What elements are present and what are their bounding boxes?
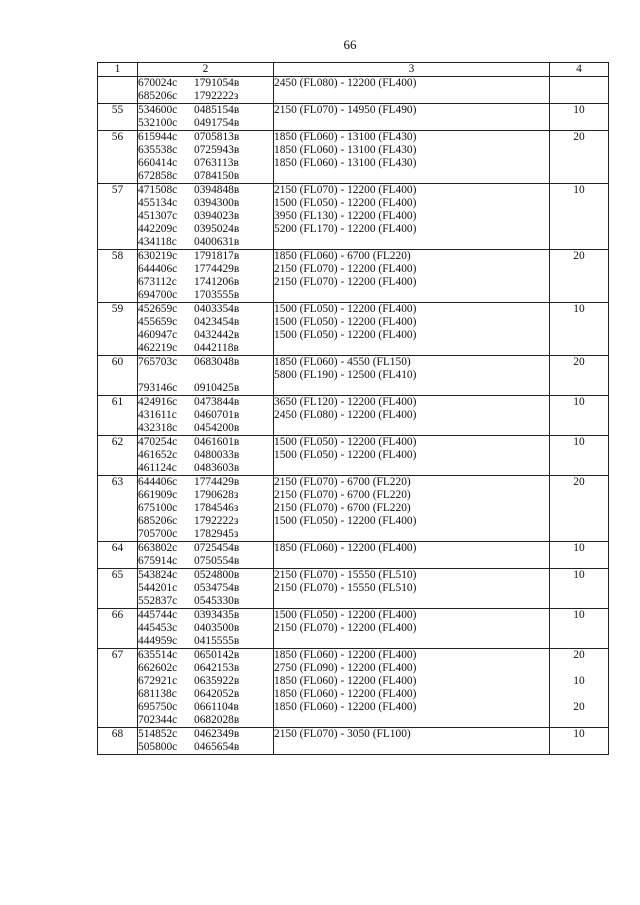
row-number	[98, 77, 138, 104]
separation-value: 10	[573, 396, 585, 408]
latitude: 705700с	[138, 528, 178, 540]
coordinates-cell	[138, 649, 274, 728]
row-number: 56	[98, 131, 138, 184]
coordinates-cell	[138, 356, 274, 396]
latitude: 630219с	[138, 250, 178, 262]
level-range: 2150 (FL070) - 12200 (FL400)	[274, 276, 417, 288]
separation-cell	[550, 649, 609, 728]
separation-cell	[550, 250, 609, 303]
separation-value: 20	[573, 131, 585, 143]
separation-value: 20	[573, 649, 585, 661]
table-row	[98, 569, 609, 609]
coordinate-pair	[138, 356, 273, 369]
level-range: 2150 (FL070) - 15550 (FL510)	[274, 569, 417, 581]
row-number: 61	[98, 396, 138, 436]
longitude: 0705813в	[194, 131, 240, 143]
column-header: 4	[550, 63, 609, 77]
level-range: 2450 (FL080) - 12200 (FL400)	[274, 77, 417, 89]
levels-cell	[274, 303, 550, 356]
levels-cell	[274, 77, 550, 104]
level-range: 1850 (FL060) - 13100 (FL430)	[274, 157, 417, 169]
longitude: 0442118в	[194, 342, 239, 354]
latitude: 673112с	[138, 276, 177, 288]
longitude: 0394848в	[194, 184, 240, 196]
longitude: 0465654в	[194, 741, 240, 753]
table-body	[98, 77, 609, 755]
coordinate-pair	[138, 436, 273, 449]
longitude: 1774429в	[194, 263, 240, 275]
coordinate-pair	[138, 595, 273, 608]
coordinate-pair	[138, 422, 273, 435]
levels-cell	[274, 569, 550, 609]
coordinates-cell	[138, 184, 274, 250]
longitude: 0423454в	[194, 316, 240, 328]
latitude: 694700с	[138, 289, 178, 301]
longitude: 0763113в	[194, 157, 239, 169]
column-header: 2	[138, 63, 274, 77]
page-number: 66	[343, 37, 357, 52]
latitude: 460947с	[138, 329, 178, 341]
longitude: 1784546з	[194, 502, 239, 514]
level-range: 1500 (FL050) - 12200 (FL400)	[274, 316, 417, 328]
coordinate-pair	[138, 77, 273, 90]
coordinate-pair	[138, 329, 273, 342]
longitude: 0784150в	[194, 170, 240, 182]
row-number: 64	[98, 542, 138, 569]
coordinate-pair	[138, 714, 273, 727]
longitude: 0650142в	[194, 649, 240, 661]
latitude: 532100с	[138, 117, 178, 129]
level-range: 1850 (FL060) - 13100 (FL430)	[274, 144, 417, 156]
table-row	[98, 104, 609, 131]
coordinate-pair	[138, 542, 273, 555]
longitude: 0432442в	[194, 329, 240, 341]
longitude: 1774429в	[194, 476, 240, 488]
latitude: 455134с	[138, 197, 178, 209]
longitude: 0683048в	[194, 356, 240, 368]
level-range: 1500 (FL050) - 12200 (FL400)	[274, 515, 417, 527]
coordinate-pair	[138, 609, 273, 622]
table-row	[98, 356, 609, 396]
coordinates-cell	[138, 542, 274, 569]
row-number: 67	[98, 649, 138, 728]
level-range: 5800 (FL190) - 12500 (FL410)	[274, 369, 417, 381]
levels-cell	[274, 609, 550, 649]
level-range: 1850 (FL060) - 12200 (FL400)	[274, 649, 417, 661]
coordinate-pair	[138, 449, 273, 462]
levels-cell	[274, 396, 550, 436]
coordinates-cell	[138, 104, 274, 131]
coordinate-pair	[138, 382, 273, 395]
level-range: 2150 (FL070) - 12200 (FL400)	[274, 622, 417, 634]
row-number: 63	[98, 476, 138, 542]
separation-value: 10	[573, 184, 585, 196]
separation-value: 10	[573, 542, 585, 554]
longitude: 0725454в	[194, 542, 240, 554]
table-row	[98, 542, 609, 569]
coordinate-pair	[138, 688, 273, 701]
latitude: 765703с	[138, 356, 178, 368]
coordinate-pair	[138, 316, 273, 329]
coordinates-cell	[138, 476, 274, 542]
levels-cell	[274, 356, 550, 396]
table-row	[98, 396, 609, 436]
coordinate-pair	[138, 396, 273, 409]
latitude: 470254с	[138, 436, 178, 448]
coordinate-pair	[138, 210, 273, 223]
level-range: 3650 (FL120) - 12200 (FL400)	[274, 396, 417, 408]
latitude: 432318с	[138, 422, 178, 434]
coordinate-pair	[138, 289, 273, 302]
longitude: 0661104в	[194, 701, 239, 713]
separation-value	[550, 77, 608, 90]
separation-cell	[550, 104, 609, 131]
longitude: 0462349в	[194, 728, 240, 740]
levels-cell	[274, 436, 550, 476]
row-number: 62	[98, 436, 138, 476]
longitude: 0454200в	[194, 422, 240, 434]
level-range: 1850 (FL060) - 13100 (FL430)	[274, 131, 417, 143]
longitude: 0524800в	[194, 569, 240, 581]
separation-cell	[550, 184, 609, 250]
latitude: 514852с	[138, 728, 178, 740]
longitude: 0473844в	[194, 396, 240, 408]
latitude: 452659с	[138, 303, 178, 315]
latitude: 685206с	[138, 90, 178, 102]
latitude: 442209с	[138, 223, 178, 235]
airspace-table	[97, 62, 609, 755]
table-row	[98, 303, 609, 356]
latitude: 663802с	[138, 542, 178, 554]
longitude: 0400631в	[194, 236, 240, 248]
levels-cell	[274, 104, 550, 131]
latitude: 661909с	[138, 489, 178, 501]
latitude: 615944с	[138, 131, 178, 143]
longitude: 0910425в	[194, 382, 240, 394]
coordinate-pair	[138, 117, 273, 130]
level-range: 1500 (FL050) - 12200 (FL400)	[274, 303, 417, 315]
longitude: 1790628з	[194, 489, 239, 501]
latitude: 544201с	[138, 582, 178, 594]
row-number: 60	[98, 356, 138, 396]
longitude: 0642153в	[194, 662, 240, 674]
levels-cell	[274, 728, 550, 755]
longitude: 0394023в	[194, 210, 240, 222]
row-number: 58	[98, 250, 138, 303]
coordinates-cell	[138, 77, 274, 104]
table-row	[98, 649, 609, 728]
longitude: 0635922в	[194, 675, 240, 687]
coordinate-pair	[138, 741, 273, 754]
separation-cell	[550, 728, 609, 755]
level-range: 2150 (FL070) - 12200 (FL400)	[274, 263, 417, 275]
level-range: 2150 (FL070) - 6700 (FL220)	[274, 502, 411, 514]
latitude: 685206с	[138, 515, 178, 527]
longitude: 1791817в	[194, 250, 240, 262]
level-range: 1850 (FL060) - 4550 (FL150)	[274, 356, 411, 368]
longitude: 1782945з	[194, 528, 239, 540]
longitude: 0393435в	[194, 609, 240, 621]
coordinate-pair	[138, 701, 273, 714]
level-range: 5200 (FL170) - 12200 (FL400)	[274, 223, 417, 235]
separation-cell	[550, 303, 609, 356]
level-range: 2150 (FL070) - 12200 (FL400)	[274, 184, 417, 196]
longitude: 1792222з	[194, 90, 239, 102]
longitude: 1791054в	[194, 77, 240, 89]
coordinate-pair	[138, 489, 273, 502]
level-range: 2150 (FL070) - 6700 (FL220)	[274, 489, 411, 501]
coordinate-pair	[138, 675, 273, 688]
separation-cell	[550, 609, 609, 649]
levels-cell	[274, 250, 550, 303]
level-range: 1850 (FL060) - 6700 (FL220)	[274, 250, 411, 262]
latitude: 505800с	[138, 741, 178, 753]
latitude: 644406с	[138, 476, 178, 488]
longitude: 0642052в	[194, 688, 240, 700]
longitude: 0394300в	[194, 197, 240, 209]
level-range: 2150 (FL070) - 15550 (FL510)	[274, 582, 417, 594]
longitude: 0485154в	[194, 104, 240, 116]
separation-cell	[550, 569, 609, 609]
coordinate-pair	[138, 662, 273, 675]
separation-cell	[550, 436, 609, 476]
longitude: 0403500в	[194, 622, 240, 634]
latitude: 695750с	[138, 701, 178, 713]
levels-cell	[274, 542, 550, 569]
latitude: 681138с	[138, 688, 177, 700]
coordinate-pair	[138, 144, 273, 157]
coordinate-pair	[138, 170, 273, 183]
latitude: 461124с	[138, 462, 177, 474]
latitude: 434118с	[138, 236, 177, 248]
level-range: 1850 (FL060) - 12200 (FL400)	[274, 701, 417, 713]
separation-cell	[550, 396, 609, 436]
levels-cell	[274, 131, 550, 184]
coordinate-pair	[138, 555, 273, 568]
coordinate-pair	[138, 582, 273, 595]
longitude: 0415555в	[194, 635, 240, 647]
coordinates-cell	[138, 436, 274, 476]
coordinate-pair	[138, 90, 273, 103]
longitude: 0491754в	[194, 117, 240, 129]
longitude: 0460701в	[194, 409, 240, 421]
table-row	[98, 250, 609, 303]
separation-cell	[550, 131, 609, 184]
coordinate-pair	[138, 476, 273, 489]
coordinate-pair	[138, 515, 273, 528]
coordinate-pair	[138, 303, 273, 316]
table-row	[98, 728, 609, 755]
row-number: 59	[98, 303, 138, 356]
separation-cell	[550, 476, 609, 542]
latitude: 424916с	[138, 396, 178, 408]
latitude: 660414с	[138, 157, 178, 169]
level-range: 1500 (FL050) - 12200 (FL400)	[274, 197, 417, 209]
coordinate-pair	[138, 369, 273, 382]
longitude: 1792222з	[194, 515, 239, 527]
level-range: 2750 (FL090) - 12200 (FL400)	[274, 662, 417, 674]
level-range: 1500 (FL050) - 12200 (FL400)	[274, 436, 417, 448]
separation-value: 10	[573, 675, 585, 687]
separation-value: 10	[573, 104, 585, 116]
longitude: 0725943в	[194, 144, 240, 156]
latitude: 635538с	[138, 144, 178, 156]
coordinates-cell	[138, 131, 274, 184]
coordinates-cell	[138, 396, 274, 436]
level-range: 1500 (FL050) - 12200 (FL400)	[274, 609, 417, 621]
longitude: 1703555в	[194, 289, 240, 301]
separation-value: 10	[573, 609, 585, 621]
level-range: 1850 (FL060) - 12200 (FL400)	[274, 542, 417, 554]
coordinate-pair	[138, 409, 273, 422]
coordinate-pair	[138, 131, 273, 144]
longitude: 0480033в	[194, 449, 240, 461]
row-number: 65	[98, 569, 138, 609]
coordinates-cell	[138, 303, 274, 356]
coordinate-pair	[138, 236, 273, 249]
latitude: 455659с	[138, 316, 178, 328]
latitude: 462219с	[138, 342, 178, 354]
longitude: 0403354в	[194, 303, 240, 315]
coordinate-pair	[138, 649, 273, 662]
coordinate-pair	[138, 250, 273, 263]
longitude: 0534754в	[194, 582, 240, 594]
latitude: 675914с	[138, 555, 178, 567]
latitude: 644406с	[138, 263, 178, 275]
row-number: 57	[98, 184, 138, 250]
longitude: 0395024в	[194, 223, 240, 235]
longitude: 0682028в	[194, 714, 240, 726]
latitude: 461652с	[138, 449, 178, 461]
latitude: 543824с	[138, 569, 178, 581]
latitude: 445744с	[138, 609, 178, 621]
table-row	[98, 609, 609, 649]
separation-cell	[550, 356, 609, 396]
level-range: 1500 (FL050) - 12200 (FL400)	[274, 329, 417, 341]
coordinate-pair	[138, 276, 273, 289]
coordinate-pair	[138, 157, 273, 170]
latitude: 534600с	[138, 104, 178, 116]
latitude: 670024с	[138, 77, 178, 89]
separation-value: 10	[573, 303, 585, 315]
latitude: 471508с	[138, 184, 178, 196]
latitude: 431611с	[138, 409, 177, 421]
latitude: 702344с	[138, 714, 178, 726]
level-range: 2450 (FL080) - 12200 (FL400)	[274, 409, 417, 421]
latitude: 793146с	[138, 382, 178, 394]
level-range: 1500 (FL050) - 12200 (FL400)	[274, 449, 417, 461]
coordinate-pair	[138, 197, 273, 210]
table-row	[98, 476, 609, 542]
coordinate-pair	[138, 528, 273, 541]
column-header: 1	[98, 63, 138, 77]
latitude: 662602с	[138, 662, 178, 674]
coordinate-pair	[138, 342, 273, 355]
coordinate-pair	[138, 728, 273, 741]
level-range: 1850 (FL060) - 12200 (FL400)	[274, 688, 417, 700]
column-header: 3	[274, 63, 550, 77]
level-range: 2150 (FL070) - 3050 (FL100)	[274, 728, 411, 740]
latitude: 672921с	[138, 675, 178, 687]
separation-value: 20	[573, 250, 585, 262]
separation-value: 10	[573, 728, 585, 740]
coordinate-pair	[138, 104, 273, 117]
coordinate-pair	[138, 502, 273, 515]
levels-cell	[274, 184, 550, 250]
row-number: 66	[98, 609, 138, 649]
latitude: 445453с	[138, 622, 178, 634]
separation-value: 20	[573, 476, 585, 488]
level-range: 2150 (FL070) - 6700 (FL220)	[274, 476, 411, 488]
coordinate-pair	[138, 223, 273, 236]
separation-cell	[550, 542, 609, 569]
table-row	[98, 436, 609, 476]
coordinates-cell	[138, 250, 274, 303]
coordinate-pair	[138, 569, 273, 582]
separation-value: 10	[573, 436, 585, 448]
longitude: 0483603в	[194, 462, 240, 474]
levels-cell	[274, 476, 550, 542]
level-range: 1850 (FL060) - 12200 (FL400)	[274, 675, 417, 687]
latitude: 672858с	[138, 170, 178, 182]
coordinate-pair	[138, 263, 273, 276]
separation-value: 10	[573, 569, 585, 581]
separation-value	[550, 662, 608, 675]
table-header-row	[98, 63, 609, 77]
separation-value	[550, 688, 608, 701]
coordinate-pair	[138, 462, 273, 475]
levels-cell	[274, 649, 550, 728]
separation-value: 20	[573, 356, 585, 368]
longitude: 0750554в	[194, 555, 240, 567]
longitude: 0545330в	[194, 595, 240, 607]
coordinate-pair	[138, 635, 273, 648]
latitude: 635514с	[138, 649, 178, 661]
row-number: 55	[98, 104, 138, 131]
coordinate-pair	[138, 184, 273, 197]
latitude: 451307с	[138, 210, 178, 222]
coordinates-cell	[138, 728, 274, 755]
table-row	[98, 131, 609, 184]
table-row	[98, 77, 609, 104]
level-range: 2150 (FL070) - 14950 (FL490)	[274, 104, 417, 116]
table-row	[98, 184, 609, 250]
latitude: 552837с	[138, 595, 178, 607]
longitude: 0461601в	[194, 436, 240, 448]
coordinate-pair	[138, 622, 273, 635]
coordinates-cell	[138, 569, 274, 609]
latitude: 444959с	[138, 635, 178, 647]
separation-cell	[550, 77, 609, 104]
longitude: 1741206в	[194, 276, 240, 288]
row-number: 68	[98, 728, 138, 755]
latitude: 675100с	[138, 502, 178, 514]
coordinates-cell	[138, 609, 274, 649]
level-range: 3950 (FL130) - 12200 (FL400)	[274, 210, 417, 222]
separation-value: 20	[573, 701, 585, 713]
